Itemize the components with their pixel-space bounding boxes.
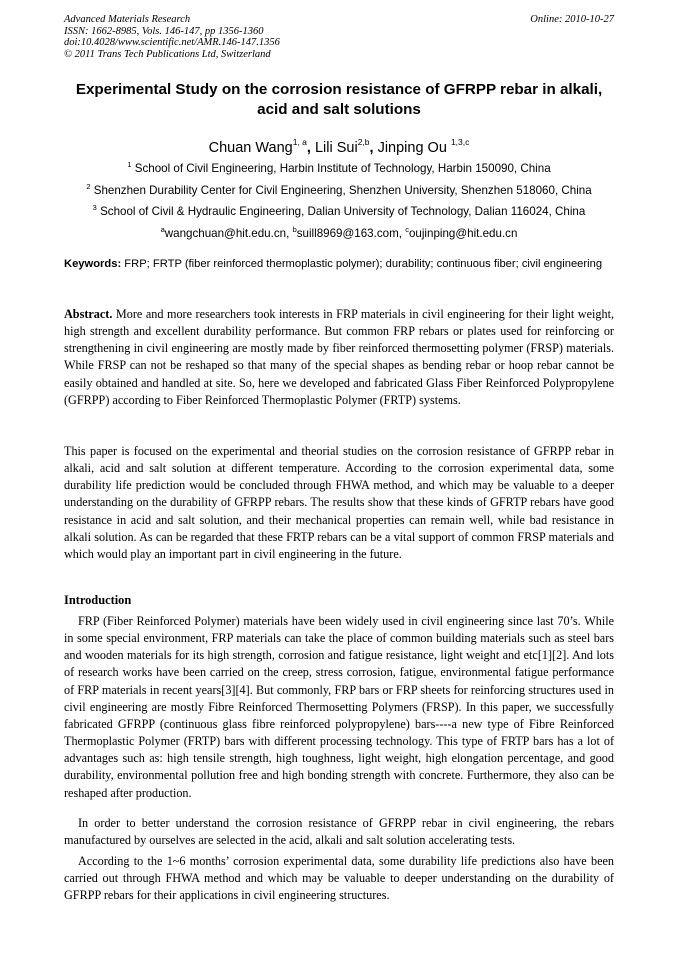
intro-paragraph-2: In order to better understand the corrosion resistance of GFRPP rebar in civil engineering, the rebars manufactured by ourselves are selected in the acid, alkali and salt solution accelerating tests. [64, 816, 614, 848]
email-mark: c [405, 225, 409, 234]
affiliation-text: School of Civil & Hydraulic Engineering, Dalian University of Technology, Dalian 116024, China [100, 205, 586, 218]
copyright-line: © 2011 Trans Tech Publications Ltd, Switzerland [64, 48, 271, 60]
affiliation-number: 2 [86, 182, 91, 191]
keywords-label: Keywords: [64, 258, 122, 270]
email-link[interactable]: wangchuan@hit.edu.cn [164, 227, 287, 240]
issn-line: ISSN: 1662-8985, Vols. 146-147, pp 1356-1360 [64, 25, 264, 37]
affiliation-text: School of Civil Engineering, Harbin Institute of Technology, Harbin 150090, China [134, 162, 551, 175]
journal-header [64, 14, 280, 60]
author-name: Jinping Ou [377, 140, 447, 156]
keywords-block [64, 257, 614, 271]
affiliation-number: 3 [92, 203, 97, 212]
email-mark: b [292, 225, 297, 234]
author-affiliation-mark: 1, a [292, 137, 307, 147]
email-link[interactable]: oujinping@hit.edu.cn [408, 227, 518, 240]
author-name: Chuan Wang [208, 140, 293, 156]
author-list [64, 133, 614, 157]
affiliation-number: 1 [127, 160, 132, 169]
abstract-text: More and more researchers took interests in FRP materials in civil engineering for their light weight, high strength and excellent durability performance. But common FRP rebars or plates used for reinforcing or strengthening in civil engineering are mostly made by fiber reinforced thermosetting polymer (FRSP) materials. While FRSP can not be reshaped so that many of the special shapes as bending rebar or hoop rebar cannot be easily obtained and handled at site. So, here we developed and fabricated Glass Fiber Reinforced Polypropylene (GFRPP) according to Fiber Reinforced Thermoplastic Polymer (FRTP) systems. [64, 307, 614, 407]
abstract-paragraph-2: This paper is focused on the experimental and theorial studies on the corrosion resistance of GFRPP rebar in alkali, acid and salt solution at different temperature. According to the corrosion experimental data, some durability life prediction would be concluded through FHWA method, and which may be valuable to a deeper understanding on the durability of GFRPP rebars. The results show that these kinds of GFRTP rebars have good resistance in acid and salt solution, and their mechanical properties can remain well, while bad resistance in alkali solution. As can be regarded that these FRTP rebars can be a vital support of common FRSP materials and which would play an important part in civil engineering in the future. [64, 444, 614, 561]
keywords-text: FRP; FRTP (fiber reinforced thermoplastic polymer); durability; continuous fiber; civil engineering [121, 258, 603, 270]
email-list [64, 223, 614, 241]
affiliation-2 [40, 180, 638, 198]
paper-title: Experimental Study on the corrosion resistance of GFRPP rebar in alkali, acid and salt solutions [75, 81, 603, 118]
email-separator: , [286, 227, 293, 240]
intro-paragraph-3: According to the 1~6 months’ corrosion experimental data, some durability life predictions also have been carried out through FHWA method and which may be valuable to deeper understanding on the durability of GFRPP rebars for their applications in civil engineering structures. [64, 854, 614, 903]
author-separator: , [306, 140, 315, 156]
author-separator: , [369, 140, 378, 156]
intro-paragraph-1: FRP (Fiber Reinforced Polymer) materials have been widely used in civil engineering since last 70’s. While in some special environment, FRP materials can take the place of common building materials such as steel bars and wooden materials for its high strength, corrosion and fatigue resistance, light weight and etc[1][2]. And lots of research works have been carried on the creep, stress corrosion, fatigue, environmental fatigue performance of FRP materials in recent years[3][4]. But commonly, FRP bars or FRP sheets for reinforcing structures used in civil engineering are mostly Fibre Reinforced Thermosetting Polymers (FRSP). In this paper, we successfully fabricated GFRPP (continuous glass fibre reinforced polypropylene) bars----a new type of Fibre Reinforced Thermoplastic Polymer (FRTP) bars with different processing technology. This type of FRTP bars has a lot of advantages such as: high tensile strength, high toughness, light weight, high elongation percentage, and good durability, environmental pollution free and high bonding strength with concrete. Furthermore, they also can be reshaped after production. [64, 614, 614, 800]
author-affiliation-mark: 2,b [357, 137, 370, 147]
online-date: Online: 2010-10-27 [530, 14, 614, 25]
email-separator: , [398, 227, 406, 240]
affiliation-3 [40, 201, 638, 219]
affiliation-text: Shenzhen Durability Center for Civil Engineering, Shenzhen University, Shenzhen 518060, China [93, 184, 592, 197]
abstract-paragraph [64, 306, 614, 409]
journal-name: Advanced Materials Research [64, 14, 191, 25]
email-mark: a [160, 225, 165, 234]
abstract-label: Abstract. [64, 307, 113, 321]
doi-line[interactable]: doi:10.4028/www.scientific.net/AMR.146-147.1356 [64, 37, 280, 49]
section-heading-introduction: Introduction [64, 593, 132, 607]
affiliation-1 [40, 158, 638, 176]
email-link[interactable]: suill8969@163.com [296, 227, 399, 240]
author-name: Lili Sui [314, 140, 358, 156]
author-affiliation-mark: 1,3,c [450, 137, 470, 147]
